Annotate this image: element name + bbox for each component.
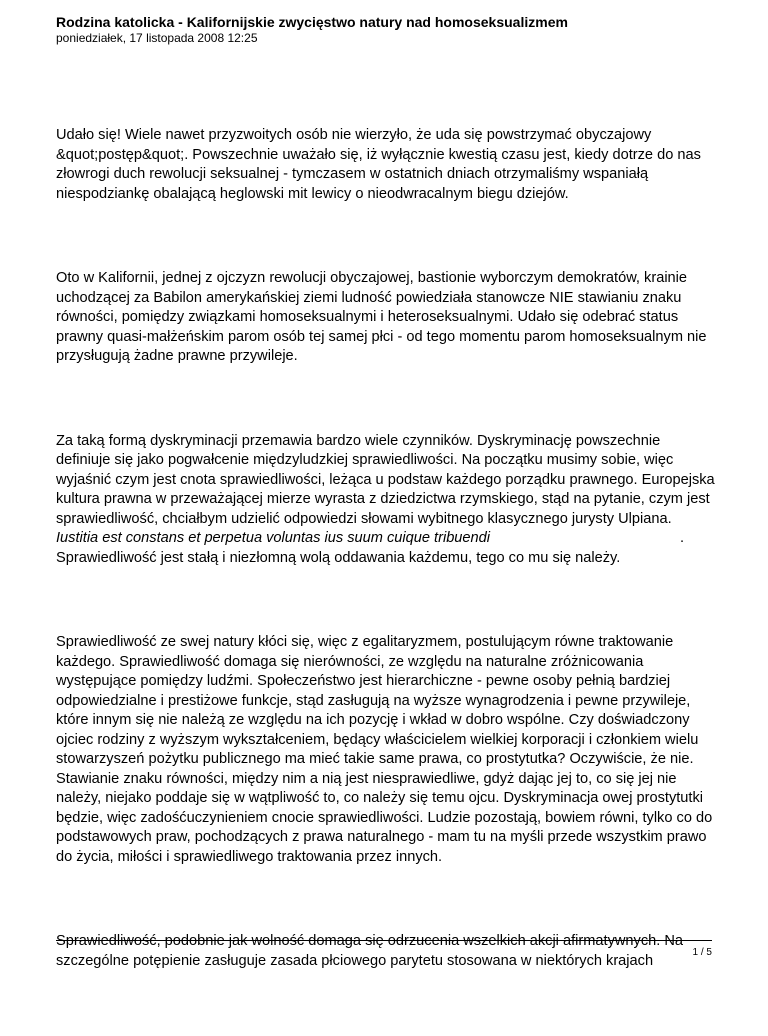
paragraph-1: Udało się! Wiele nawet przyzwoitych osób nie wierzyło, że uda się powstrzymać obyczajowy &quot;postęp&quot;. Powszechnie uważało się, iż wyłącznie kwestią czasu jest, kiedy dotrze do nas złowrogi duch rewolucji seksualnej - tymczasem w ostatnich dniach otrzymaliśmy wspaniałą niespodziankę obalającą heglowski mit lewicy o nieodwracalnym biegu dziejów. — [56, 127, 701, 202]
latin-quote: Iustitia est constans et perpetua voluntas ius suum cuique tribuendi — [56, 530, 491, 546]
paragraph-3-translation: . Sprawiedliwość jest stałą i niezłomną wolą oddawania każdemu, tego co mu się należy. — [56, 530, 685, 566]
footer-divider — [56, 940, 712, 941]
paragraph-4: Sprawiedliwość ze swej natury kłóci się, więc z egalitaryzmem, postulującym równe traktowanie każdego. Sprawiedliwość domaga się nierówności, ze względu na naturalne zróżnicowania występujące pomiędzy ludźmi. Społeczeństwo jest hierarchiczne - pewne osoby pełnią bardziej odpowiedzialne i prestiżowe funkcje, stąd zasługują na wyższe wynagrodzenia i pewne przywileje, które innym się nie należą ze względu na ich pozycję i wkład w dobro wspólne. Czy doświadczony ojciec rodziny z wyższym wykształceniem, będący właścicielem wielkiej korporacji i członkiem wielu stowarzyszeń pożytku publicznego ma mieć takie same prawa, co prostytutka? Oczywiście, że nie. Stawianie znaku równości, między nim a nią jest niesprawiedliwe, gdyż dając jej to, co się jej nie należy, niejako poddaje się w wątpliwość to, co należy się temu ojcu. Dyskryminacja owej prostytutki będzie, więc zadośćuczynieniem cnocie sprawiedliwości. Ludzie pozostają, bowiem równi, tylko co do podstawowych praw, pochodzących z prawa naturalnego - mam tu na myśli przede wszystkim prawo do życia, miłości i sprawiedliwego traktowania przez innych. — [56, 634, 713, 865]
paragraph-2: Oto w Kalifornii, jednej z ojczyzn rewolucji obyczajowej, bastionie wyborczym demokratów, krainie uchodzącej za Babilon amerykańskiej ziemi ludność powiedziała stanowcze NIE stawianiu znaku równości, pomiędzy związkami homoseksualnymi i heteroseksualnymi. Udało się odebrać status prawny quasi-małżeńskim parom osób tej samej płci - od tego momentu parom homoseksualnym nie przysługują żadne prawne przywileje. — [56, 270, 707, 364]
document-header — [56, 14, 716, 46]
paragraph-3 — [56, 432, 716, 569]
paragraph-5: Sprawiedliwość, podobnie jak wolność domaga się odrzucenia wszelkich akcji afirmatywnych. Na szczególne potępienie zasługuje zasada płciowego parytetu stosowana w niektórych krajach — [56, 933, 684, 969]
article-body — [56, 126, 716, 1036]
page-number: 1 / 5 — [692, 947, 712, 958]
document-title: Rodzina katolicka - Kalifornijskie zwycięstwo natury nad homoseksualizmem — [56, 14, 568, 30]
document-date: poniedziałek, 17 listopada 2008 12:25 — [56, 31, 258, 45]
paragraph-3-text: Za taką formą dyskryminacji przemawia bardzo wiele czynników. Dyskryminację powszechnie definiuje się jako pogwałcenie międzyludzkiej sprawiedliwości. Na początku musimy sobie, więc wyjaśnić czym jest cnota sprawiedliwości, leżąca u podstaw każdego porządku prawnego. Europejska kultura prawna w przeważającej mierze wyrasta z dziedzictwa rzymskiego, stąd na pytanie, czym jest sprawiedliwość, chciałbym udzielić odpowiedzi słowami wybitnego klasycznego jurysty Ulpiana. — [56, 432, 715, 527]
